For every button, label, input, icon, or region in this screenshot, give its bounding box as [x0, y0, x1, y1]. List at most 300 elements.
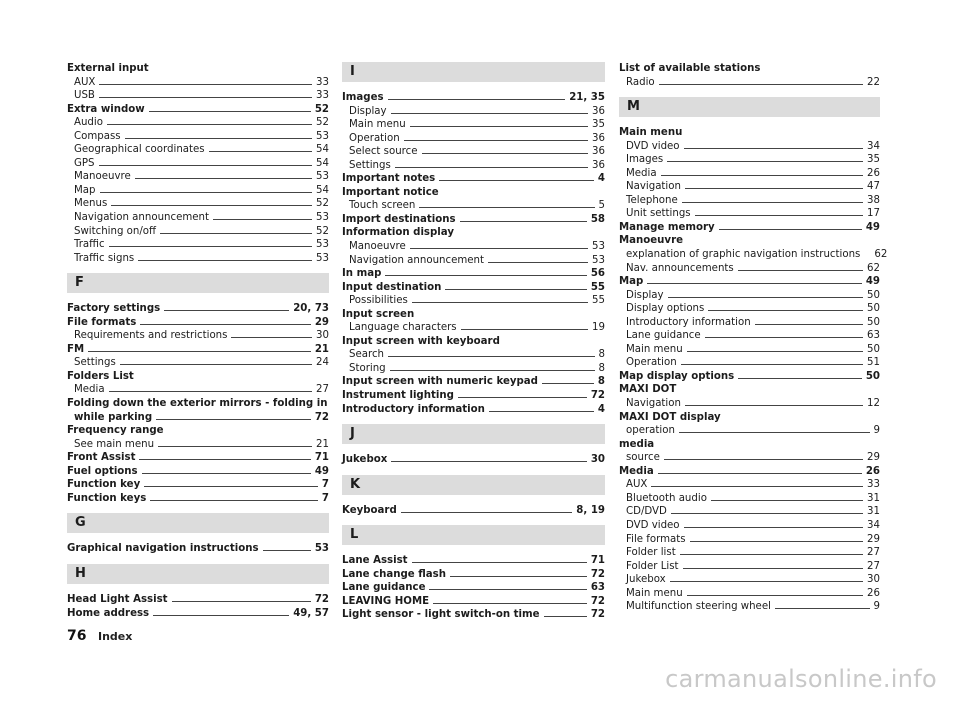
leader-dots	[388, 356, 595, 357]
index-row	[67, 157, 329, 171]
index-entry[interactable]	[619, 76, 880, 90]
page-ref	[870, 248, 887, 262]
index-entry[interactable]	[619, 573, 880, 587]
index-row	[67, 451, 329, 465]
index-term: Introductory information	[342, 403, 485, 415]
page-ref	[595, 362, 605, 376]
index-entry[interactable]	[619, 302, 880, 316]
index-entry[interactable]	[342, 105, 605, 119]
index-entry[interactable]	[342, 132, 605, 146]
index-row	[619, 180, 880, 194]
index-entry[interactable]	[619, 397, 880, 411]
index-entry[interactable]	[619, 289, 880, 303]
page-ref	[863, 316, 880, 330]
leader-dots	[679, 432, 870, 433]
leader-dots	[150, 500, 318, 501]
page-ref	[588, 240, 605, 254]
leader-dots	[738, 270, 863, 271]
index-entry[interactable]	[342, 608, 605, 622]
page-ref	[588, 105, 605, 119]
index-term: Main menu	[349, 119, 406, 131]
page-numbers: 53	[316, 130, 329, 142]
index-entry[interactable]	[67, 130, 329, 144]
index-term: Folder List	[626, 560, 679, 572]
page-ref	[587, 281, 605, 295]
index-term: DVD video	[626, 519, 680, 531]
leader-dots	[544, 616, 587, 617]
index-column-2	[342, 62, 605, 622]
index-row	[619, 533, 880, 547]
index-row	[342, 362, 605, 376]
letter-heading: J	[342, 424, 605, 444]
index-entry[interactable]	[67, 170, 329, 184]
leader-dots	[664, 459, 863, 460]
index-row	[342, 281, 605, 295]
index-entry[interactable]	[619, 356, 880, 370]
page-ref	[595, 348, 605, 362]
page-numbers: 38	[867, 194, 880, 206]
index-term: File formats	[626, 533, 686, 545]
leader-dots	[109, 246, 312, 247]
leader-dots	[460, 221, 587, 222]
index-term: Navigation	[626, 398, 681, 410]
index-row	[342, 504, 605, 518]
leader-dots	[711, 500, 863, 501]
index-term: Manoeuvre	[349, 241, 406, 253]
index-term: Keyboard	[342, 504, 397, 516]
index-entry[interactable]	[67, 89, 329, 103]
page-ref	[572, 504, 605, 518]
index-row	[67, 225, 329, 239]
index-term: Input destination	[342, 281, 442, 293]
page-ref	[863, 587, 880, 601]
index-term: Bluetooth audio	[626, 492, 707, 504]
index-entry[interactable]	[342, 362, 605, 376]
index-entry[interactable]	[619, 370, 880, 384]
index-entry[interactable]	[67, 593, 329, 607]
leader-dots	[658, 473, 862, 474]
page-numbers: 63	[867, 330, 880, 342]
page-numbers: 50	[867, 343, 880, 355]
page-ref	[311, 542, 329, 556]
page-ref	[312, 170, 329, 184]
index-entry[interactable]	[342, 199, 605, 213]
page-numbers: 53	[592, 241, 605, 253]
index-term: Multifunction steering wheel	[626, 601, 771, 613]
index-entry[interactable]	[342, 91, 605, 105]
index-term: Compass	[74, 130, 121, 142]
index-entry[interactable]	[619, 451, 880, 465]
index-row	[619, 370, 880, 384]
page-ref	[862, 221, 880, 235]
index-row	[342, 240, 605, 254]
leader-dots	[153, 615, 289, 616]
index-term: Storing	[349, 362, 386, 374]
leader-dots	[422, 153, 589, 154]
letter-heading: L	[342, 525, 605, 545]
page-numbers: 29	[867, 452, 880, 464]
index-entry[interactable]	[67, 478, 329, 492]
index-entry[interactable]	[619, 167, 880, 181]
page-number-main: 19	[590, 504, 605, 516]
page-ref	[863, 492, 880, 506]
page-numbers: 7	[321, 479, 329, 491]
index-term: Graphical navigation instructions	[67, 543, 259, 555]
index-entry[interactable]	[342, 581, 605, 595]
index-term: Factory settings	[67, 303, 161, 315]
index-entry[interactable]	[619, 560, 880, 574]
index-row	[619, 587, 880, 601]
index-term: Extra window	[67, 103, 145, 115]
index-entry[interactable]	[67, 383, 329, 397]
index-term: MAXI DOT display	[619, 411, 721, 423]
index-entry[interactable]	[619, 221, 880, 235]
page-ref	[863, 546, 880, 560]
index-term: DVD video	[626, 140, 680, 152]
leader-dots	[140, 324, 311, 325]
index-entry[interactable]	[67, 329, 329, 343]
index-row	[619, 465, 880, 479]
index-row	[67, 593, 329, 607]
index-entry[interactable]	[619, 180, 880, 194]
index-entry[interactable]	[67, 76, 329, 90]
index-entry[interactable]	[67, 184, 329, 198]
index-term: Main menu	[626, 587, 683, 599]
index-heading	[619, 62, 880, 76]
index-term: Map display options	[619, 370, 735, 382]
index-row	[342, 389, 605, 403]
index-entry[interactable]	[619, 478, 880, 492]
index-entry[interactable]	[342, 504, 605, 518]
leader-dots	[681, 364, 863, 365]
page-ref	[863, 289, 880, 303]
page-numbers: 27	[867, 560, 880, 572]
index-term: Folder list	[626, 547, 676, 559]
index-entry[interactable]	[67, 542, 329, 556]
index-row	[67, 184, 329, 198]
page-ref	[587, 568, 605, 582]
index-row	[67, 343, 329, 357]
index-entry[interactable]	[67, 143, 329, 157]
page-numbers: 31	[867, 506, 880, 518]
leader-dots	[100, 192, 313, 193]
index-term: AUX	[626, 479, 648, 491]
index-term: Unit settings	[626, 208, 691, 220]
index-entry[interactable]	[619, 262, 880, 276]
page-numbers: 33	[316, 76, 329, 88]
page-ref	[312, 76, 329, 90]
index-row	[67, 383, 329, 397]
index-row	[619, 316, 880, 330]
index-entry[interactable]	[619, 316, 880, 330]
index-row	[619, 302, 880, 316]
index-term: Display options	[626, 303, 705, 315]
page-numbers: 21	[314, 343, 329, 355]
index-row	[67, 116, 329, 130]
page-numbers: 52	[316, 225, 329, 237]
page-ref	[863, 573, 880, 587]
index-entry[interactable]	[67, 492, 329, 506]
index-heading	[619, 411, 880, 425]
page-numbers: 12	[867, 398, 880, 410]
index-entry[interactable]	[67, 157, 329, 171]
page-ref	[312, 157, 329, 171]
index-row	[67, 143, 329, 157]
page-ref	[587, 581, 605, 595]
index-entry[interactable]	[619, 600, 880, 614]
page-ref	[312, 329, 329, 343]
page-ref	[594, 403, 605, 417]
page-ref	[312, 197, 329, 211]
index-entry[interactable]	[342, 281, 605, 295]
index-row	[67, 411, 329, 425]
index-term: Manage memory	[619, 221, 715, 233]
page-numbers: 4	[597, 173, 605, 185]
index-entry[interactable]	[67, 302, 329, 316]
index-entry[interactable]	[67, 238, 329, 252]
leader-dots	[708, 310, 863, 311]
page-numbers: 51	[867, 357, 880, 369]
index-row	[619, 275, 880, 289]
index-row	[67, 238, 329, 252]
index-entry[interactable]	[67, 607, 329, 621]
page-numbers: 5	[598, 200, 605, 212]
index-term: Images	[342, 92, 384, 103]
index-entry[interactable]	[619, 343, 880, 357]
index-term: Fuel options	[67, 465, 138, 477]
index-entry[interactable]	[342, 294, 605, 308]
index-entry[interactable]	[619, 492, 880, 506]
leader-dots	[690, 541, 863, 542]
leader-dots	[164, 310, 289, 311]
index-term: Jukebox	[626, 574, 666, 586]
page-numbers: 36	[592, 159, 605, 171]
index-entry[interactable]	[67, 225, 329, 239]
index-row	[67, 211, 329, 225]
page-numbers: 52	[316, 198, 329, 210]
index-entry[interactable]	[67, 397, 329, 424]
index-entry[interactable]	[619, 546, 880, 560]
page-ref	[587, 554, 605, 568]
page-numbers: 26	[867, 587, 880, 599]
index-entry[interactable]	[67, 316, 329, 330]
index-entry[interactable]	[342, 554, 605, 568]
index-entry[interactable]	[619, 329, 880, 343]
index-heading	[342, 226, 605, 240]
page-numbers: 30	[590, 454, 605, 466]
index-entry[interactable]	[67, 116, 329, 130]
leader-dots	[391, 461, 586, 462]
index-entry[interactable]	[619, 424, 880, 438]
leader-dots	[667, 161, 863, 162]
index-term: Head Light Assist	[67, 593, 168, 605]
page-numbers: 26	[865, 465, 880, 477]
index-term: Language characters	[349, 322, 457, 334]
page-numbers: 52	[314, 103, 329, 115]
leader-dots	[687, 351, 863, 352]
page-ref	[312, 130, 329, 144]
leader-dots	[109, 391, 312, 392]
leader-dots	[659, 84, 863, 85]
index-entry[interactable]	[619, 153, 880, 167]
index-entry[interactable]	[67, 356, 329, 370]
index-row	[619, 289, 880, 303]
index-term: Map	[619, 276, 644, 288]
index-row	[342, 254, 605, 268]
index-row	[342, 159, 605, 173]
index-entry[interactable]	[342, 145, 605, 159]
index-entry[interactable]	[342, 595, 605, 609]
index-term: In map	[342, 268, 382, 280]
page-ref	[863, 397, 880, 411]
page-ref	[863, 262, 880, 276]
index-term: explanation of graphic navigation instructions	[626, 249, 861, 261]
leader-dots	[139, 459, 310, 460]
index-row	[619, 424, 880, 438]
index-entry[interactable]	[342, 213, 605, 227]
index-entry[interactable]	[67, 451, 329, 465]
index-entry[interactable]	[67, 465, 329, 479]
index-entry[interactable]	[619, 207, 880, 221]
index-term: CD/DVD	[626, 506, 667, 518]
index-entry[interactable]	[67, 252, 329, 266]
leader-dots	[107, 124, 312, 125]
page-ref	[312, 143, 329, 157]
index-entry[interactable]	[342, 321, 605, 335]
page-numbers: 58	[590, 213, 605, 225]
index-term: operation	[626, 425, 675, 437]
index-term: Audio	[74, 117, 103, 129]
page-ref	[588, 321, 605, 335]
index-entry[interactable]	[342, 375, 605, 389]
page-numbers: 35	[867, 154, 880, 166]
index-entry[interactable]	[67, 438, 329, 452]
index-term: Switching on/off	[74, 225, 157, 237]
leader-dots	[719, 229, 862, 230]
index-entry[interactable]	[619, 194, 880, 208]
index-entry[interactable]	[342, 118, 605, 132]
index-entry[interactable]	[342, 267, 605, 281]
leader-dots	[489, 411, 594, 412]
index-entry[interactable]	[619, 465, 880, 479]
index-term: Important notice	[342, 186, 439, 198]
index-entry[interactable]	[342, 348, 605, 362]
index-row	[342, 608, 605, 622]
index-row	[67, 465, 329, 479]
page-numbers: 49, 57	[293, 607, 329, 619]
page-ref	[311, 103, 329, 117]
index-entry[interactable]	[342, 403, 605, 417]
index-entry[interactable]	[619, 505, 880, 519]
page-ref	[289, 607, 329, 621]
index-row	[342, 118, 605, 132]
index-row	[342, 403, 605, 417]
leader-dots	[99, 165, 313, 166]
index-term: Lane change flash	[342, 568, 446, 580]
index-term: Media	[619, 465, 654, 477]
index-entry[interactable]	[342, 254, 605, 268]
leader-dots	[433, 603, 587, 604]
page-numbers: 29	[867, 533, 880, 545]
index-entry[interactable]	[67, 211, 329, 225]
index-heading	[342, 186, 605, 200]
index-entry[interactable]	[619, 587, 880, 601]
index-term: source	[626, 452, 660, 464]
page-ref	[318, 478, 329, 492]
page-ref	[587, 389, 605, 403]
index-entry[interactable]	[67, 343, 329, 357]
index-entry[interactable]	[342, 172, 605, 186]
page-numbers: 33	[867, 479, 880, 491]
index-entry[interactable]	[619, 533, 880, 547]
page-ref	[594, 375, 605, 389]
index-heading	[342, 308, 605, 322]
page-numbers: 53	[592, 254, 605, 266]
index-term: Traffic signs	[74, 252, 135, 264]
leader-dots	[542, 383, 594, 384]
index-entry[interactable]	[619, 275, 880, 289]
page-ref	[588, 118, 605, 132]
leader-dots	[410, 126, 588, 127]
index-entry[interactable]	[619, 140, 880, 154]
index-entry[interactable]	[342, 240, 605, 254]
index-entry[interactable]	[619, 248, 888, 262]
index-row	[67, 478, 329, 492]
page-numbers: 62	[874, 249, 888, 261]
index-term: Import destinations	[342, 213, 456, 225]
index-row	[619, 560, 880, 574]
index-term: Nav. announcements	[626, 262, 734, 274]
index-term: Telephone	[626, 194, 678, 206]
index-entry[interactable]	[342, 159, 605, 173]
index-term: Information display	[342, 227, 454, 239]
page-ref	[311, 465, 329, 479]
page-ref	[870, 600, 880, 614]
index-term: Operation	[626, 357, 677, 369]
page-numbers: 54	[316, 184, 329, 196]
index-term: Select source	[349, 146, 418, 158]
page-ref	[587, 608, 605, 622]
leader-dots	[156, 419, 311, 420]
page-numbers: 27	[316, 384, 329, 396]
index-entry[interactable]	[619, 519, 880, 533]
page-number: 76	[67, 628, 87, 644]
index-entry[interactable]	[67, 103, 329, 117]
page-ref	[312, 89, 329, 103]
page-ref	[289, 302, 329, 316]
page-numbers: 72	[590, 390, 605, 402]
section-label: Index	[98, 630, 133, 643]
index-row	[619, 140, 880, 154]
page-numbers: 36	[592, 132, 605, 144]
leader-dots	[125, 138, 312, 139]
page-numbers: 20,	[293, 303, 315, 315]
index-row	[619, 76, 880, 90]
index-term: Lane guidance	[342, 582, 426, 594]
index-row	[342, 554, 605, 568]
index-row	[619, 492, 880, 506]
index-term: Main menu	[626, 343, 683, 355]
page-ref	[863, 140, 880, 154]
index-entry[interactable]	[342, 568, 605, 582]
index-entry[interactable]	[342, 453, 605, 467]
page-ref	[588, 132, 605, 146]
leader-dots	[160, 233, 312, 234]
index-row	[619, 153, 880, 167]
index-entry[interactable]	[342, 389, 605, 403]
index-row	[342, 91, 605, 105]
index-entry[interactable]	[67, 197, 329, 211]
